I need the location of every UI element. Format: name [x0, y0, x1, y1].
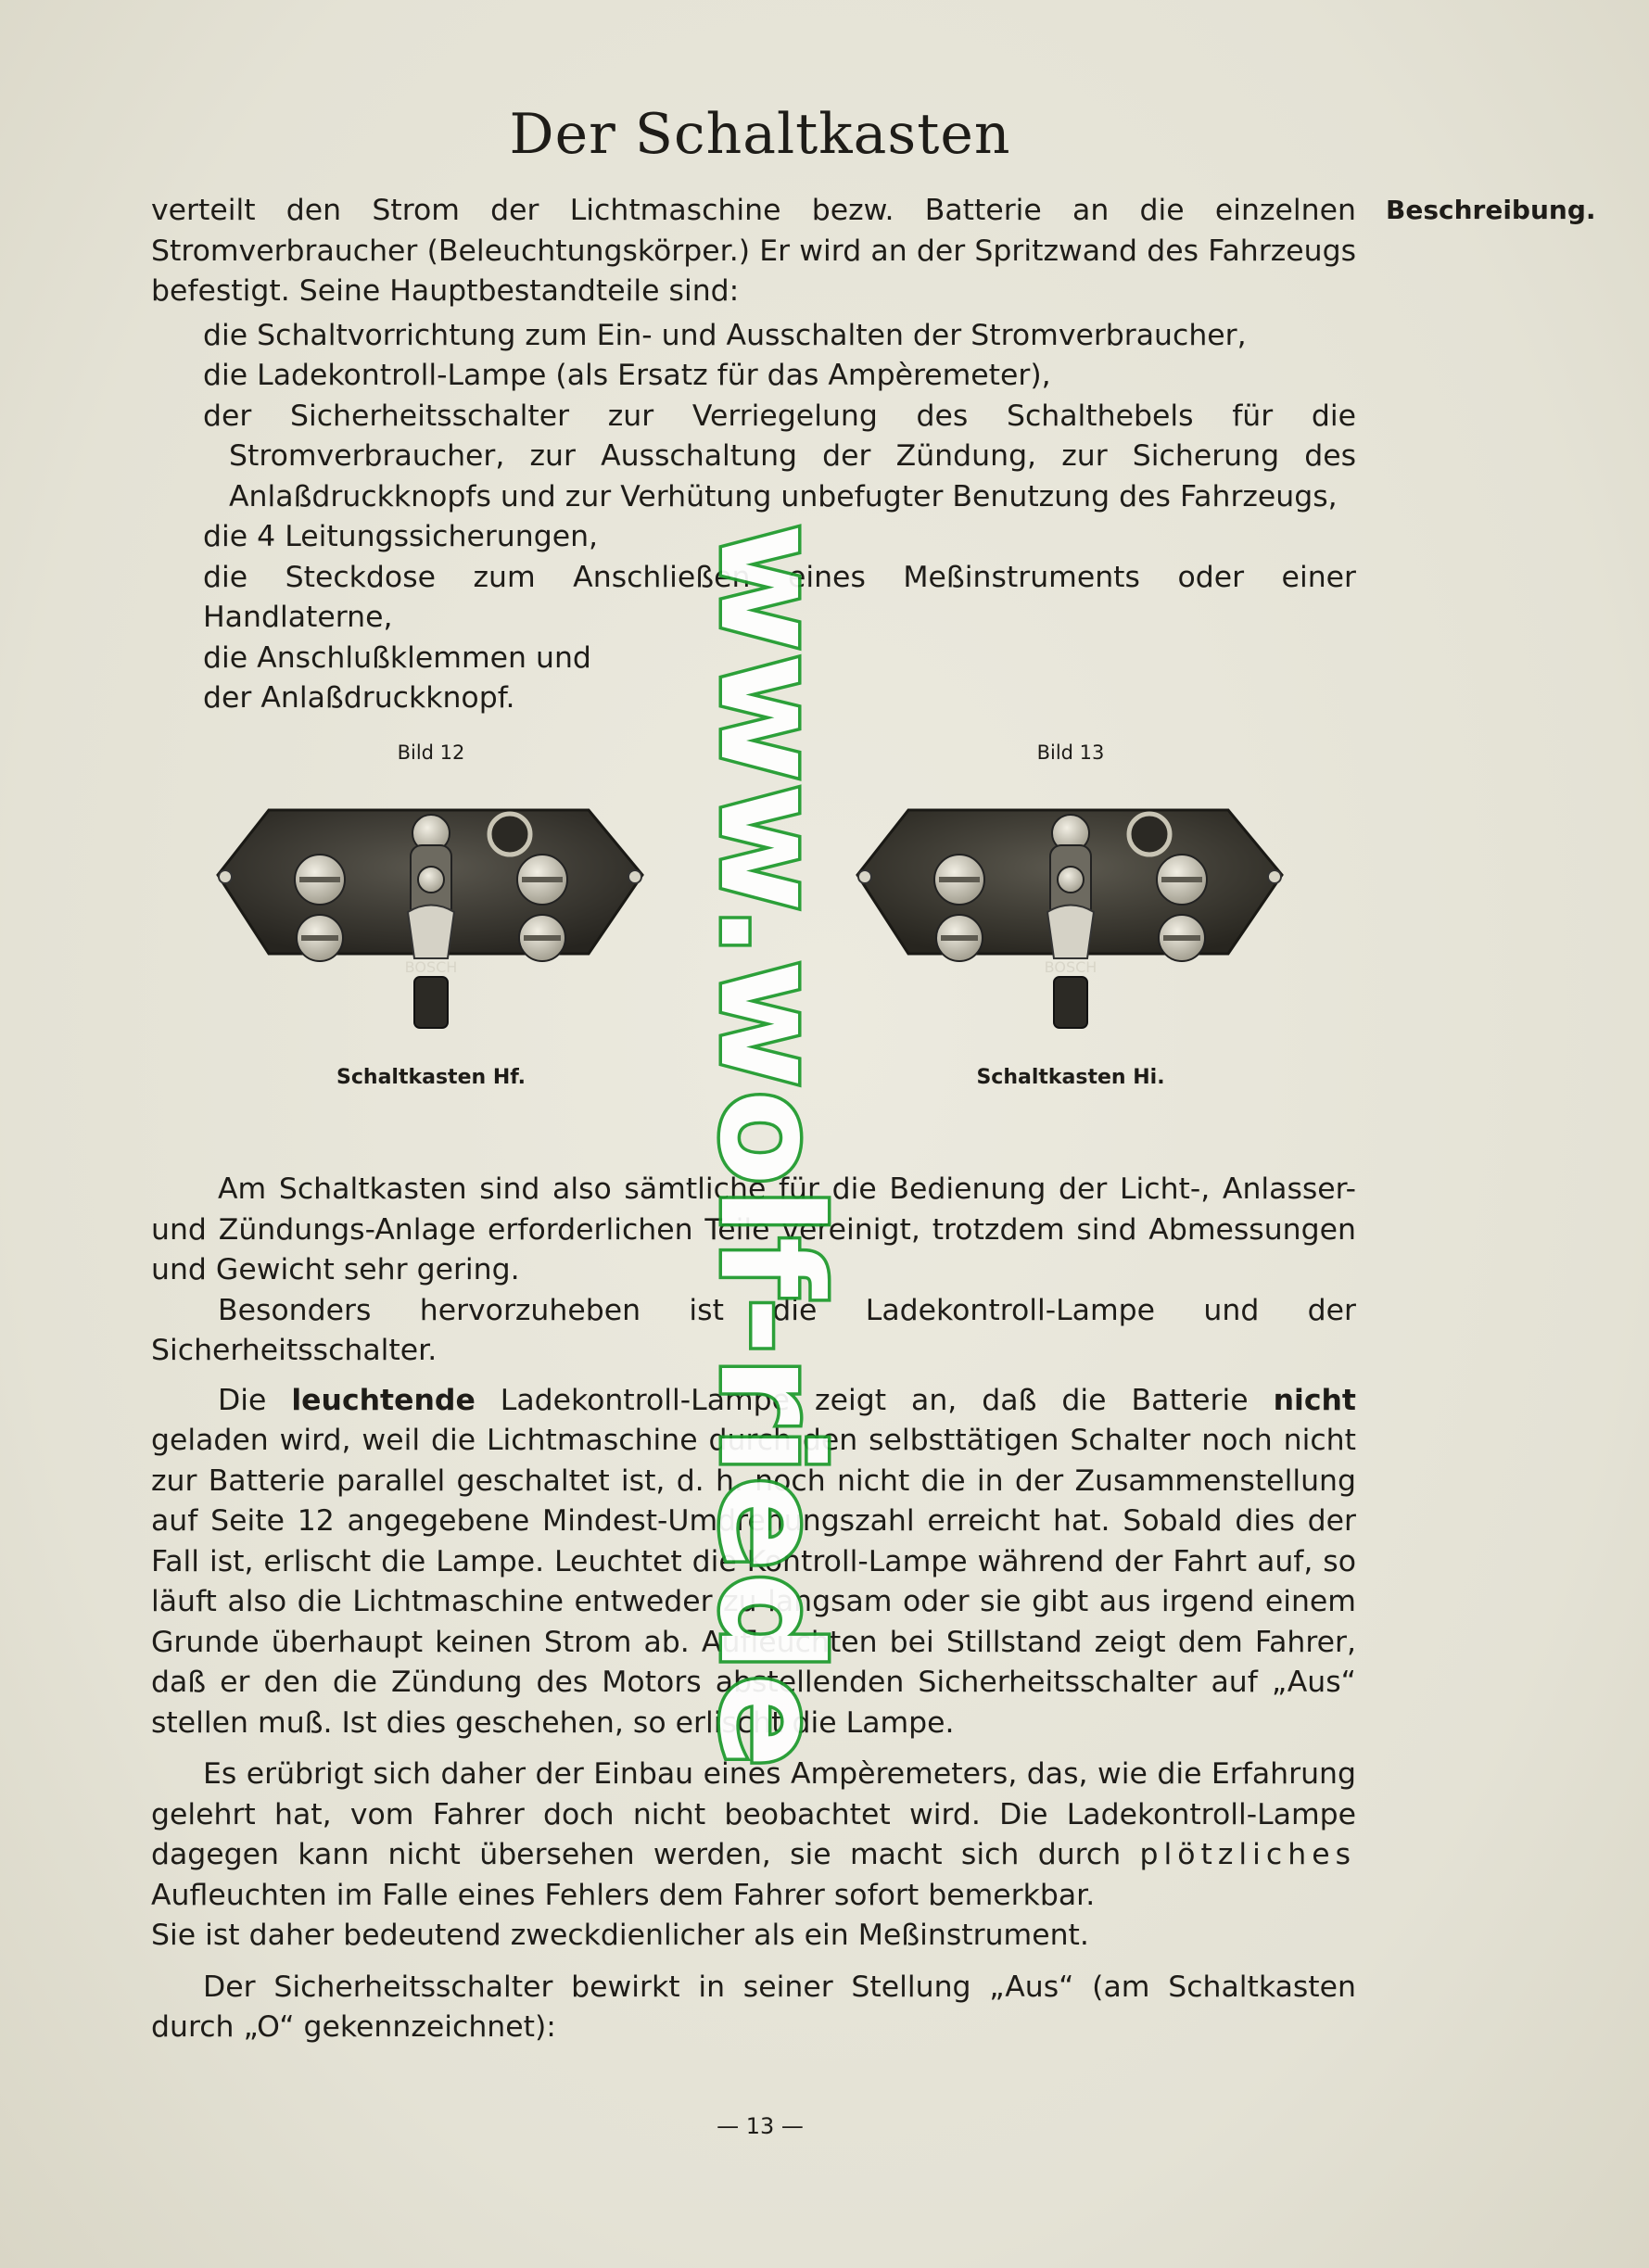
list-item: die Anschlußklemmen und — [203, 640, 591, 675]
intro-paragraph: verteilt den Strom der Lichtmaschine bezw. Batterie an die einzelnen Stromverbraucher (Beleuchtungskörper.) Er wird an der Spritzwand des Fahrzeugs befestigt. Seine Hauptbestandteile sind: — [151, 194, 1356, 308]
brand-label: BOSCH — [404, 958, 458, 976]
emphasis-ploetzliches: plötzliches — [1139, 1838, 1356, 1871]
text-run: Die — [218, 1383, 292, 1417]
page-number: — 13 — — [717, 2113, 804, 2139]
text-run: geladen wird, weil die Lichtmaschine durch den selbsttätigen Schalter noch nicht zur Batterie parallel geschaltet ist, d. h. noch nicht die in der Zusammenstellung auf Seite 12 angegebene Mindest-Umdrehungszahl erreicht hat. Sobald dies der Fall ist, erlischt die Lampe. Leuchtet die Kontroll-Lampe während der Fahrt auf, so läuft also die Lichtmaschine entweder zu langsam oder sie gibt aus irgend einem Grunde überhaupt keinen Strom ab. Aufleuchten bei Stillstand zeigt dem Fahrer, daß er den die Zündung des Motors abstellenden Sicherheitsschalter auf „Aus“ stellen muß. Ist dies geschehen, so erlischt die Lampe. — [151, 1424, 1356, 1740]
figure-bild-13 — [839, 741, 1302, 1089]
figure-bild-12 — [199, 741, 663, 1089]
body-paragraph: Der Sicherheitsschalter bewirkt in seiner Stellung „Aus“ (am Schaltkasten durch „O“ gekennzeichnet): — [151, 1970, 1356, 2044]
list-item: der Anlaßdruckknopf. — [203, 681, 515, 715]
emphasis-leuchtende: leuchtende — [291, 1383, 476, 1417]
figure-caption: Schaltkasten Hf. — [336, 1066, 526, 1089]
brand-label: BOSCH — [1044, 958, 1097, 976]
figure-label: Bild 12 — [397, 741, 465, 764]
margin-note: Beschreibung. — [1386, 195, 1596, 225]
list-item: die 4 Leitungssicherungen, — [203, 520, 599, 553]
watermark-text: www.wolf-riede — [689, 523, 850, 1770]
body-paragraph: Sie ist daher bedeutend zweckdienlicher als ein Meßinstrument. — [151, 1919, 1089, 1952]
text-run: Es erübrigt sich daher der Einbau eines Ampèremeters, das, wie die Erfahrung gelehrt hat, vom Fahrer doch nicht beobachtet wird. Die Ladekontroll-Lampe dagegen kann nicht übersehen werden, sie macht sich durch — [151, 1757, 1356, 1871]
switchbox-hf-image — [199, 773, 663, 1051]
body-paragraph: Am Schaltkasten sind also sämtliche für die Bedienung der Licht-, Anlasser- und Zündungs-Anlage erforderlichen Teile vereinigt, trotzdem sind Abmessungen und Gewicht sehr gering. — [151, 1172, 1356, 1286]
figure-caption: Schaltkasten Hi. — [976, 1066, 1165, 1089]
list-item: die Steckdose zum Anschließen eines Meßinstruments oder einer Handlaterne, — [203, 560, 1356, 634]
body-paragraph: Besonders hervorzuheben ist die Ladekontroll-Lampe und der Sicherheitsschalter. — [151, 1293, 1356, 1367]
page-title: Der Schaltkasten — [509, 102, 1011, 167]
list-item: die Schaltvorrichtung zum Ein- und Ausschalten der Stromverbraucher, — [203, 318, 1247, 352]
list-item: die Ladekontroll-Lampe (als Ersatz für das Ampèremeter), — [203, 359, 1051, 392]
figure-label: Bild 13 — [1036, 741, 1105, 764]
emphasis-nicht: nicht — [1273, 1383, 1356, 1417]
text-run: Aufleuchten im Falle eines Fehlers dem Fahrer sofort bemerkbar. — [151, 1878, 1096, 1912]
text-run: Ladekontroll-Lampe zeigt an, daß die Batterie — [475, 1383, 1274, 1417]
switchbox-hi-image — [839, 773, 1302, 1051]
list-item: der Sicherheitsschalter zur Verriegelung des Schalthebels für die Stromverbraucher, zur Ausschaltung der Zündung, zur Sicherung des Anlaßdruckknopfs und zur Verhütung unbefugter Benutzung des Fahrzeugs, — [203, 399, 1356, 513]
